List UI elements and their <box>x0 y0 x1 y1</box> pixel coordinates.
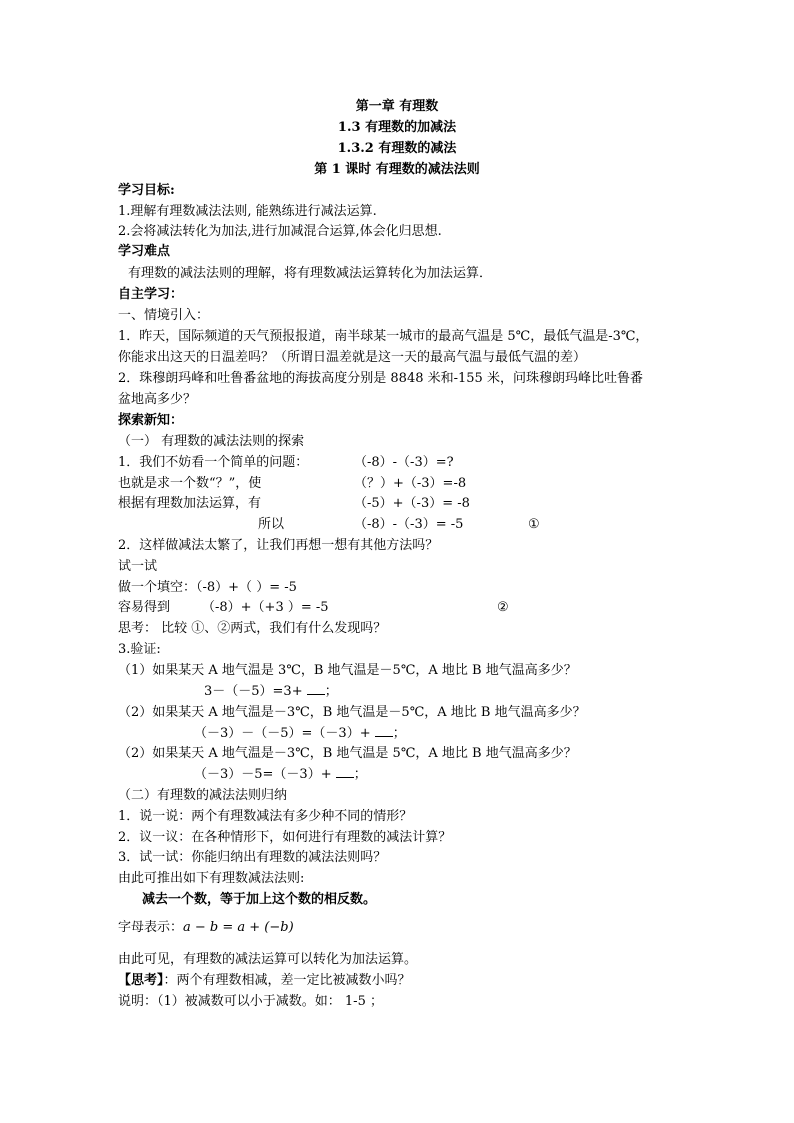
verify-q3: （2）如果某天 A 地气温是－3℃，B 地气温是 5℃，A 地比 B 地气温高多少？ <box>118 746 577 761</box>
intro-q2-line1: 2．珠穆朗玛峰和吐鲁番盆地的海拔高度分别是 8848 米和-155 米，问珠穆朗玛峰比吐鲁番 <box>118 371 643 386</box>
try-fill: 做一个填空：（-8）+（ ）= -5 <box>118 580 297 595</box>
difficulty-title: 学习难点 <box>118 244 171 259</box>
step1-expr: （-8）-（-3）=? <box>354 455 454 470</box>
note-text: 说明：（1）被减数可以小于减数。如： 1-5 ； <box>118 994 383 1009</box>
intro-q1-line1: 1．昨天，国际频道的天气预报报道，南半球某一城市的最高气温是 5℃，最低气温是-3℃， <box>118 329 649 344</box>
part2-item-2: 2．议一议：在各种情形下，如何进行有理数的减法计算？ <box>118 830 452 845</box>
try-easy-text: 容易得到 <box>118 600 171 615</box>
try-easy-expr: （-8）+（+3 ）= -5 <box>202 600 329 615</box>
lesson-title: 第 1 课时 有理数的减法法则 <box>314 162 480 177</box>
answer-blank-2[interactable] <box>375 724 393 737</box>
think-text: 思考： 比较 ①、②两式，我们有什么发现吗？ <box>118 621 387 636</box>
formula-label: 字母表示： <box>118 920 184 935</box>
step3-text: 根据有理数加法运算，有 <box>118 496 262 511</box>
part1-title: （一） 有理数的减法法则的探索 <box>118 434 305 449</box>
verify-q2: （2）如果某天 A 地气温是－3℃，B 地气温是－5℃，A 地比 B 地气温高多少？ <box>118 705 586 720</box>
try-title: 试一试 <box>118 559 158 574</box>
reflect-label: 【思考】 <box>118 973 164 988</box>
part2-title: （二）有理数的减法法则归纳 <box>118 788 288 803</box>
difficulty-text: 有理数的减法法则的理解，将有理数减法运算转化为加法运算． <box>128 266 493 281</box>
subtraction-rule: 减去一个数，等于加上这个数的相反数。 <box>142 892 377 907</box>
formula-row <box>118 918 294 937</box>
intro-q1-line2: 你能求出这天的日温差吗？（所谓日温差就是这一天的最高气温与最低气温的差） <box>118 350 587 365</box>
reflect-text: ：两个有理数相减，差一定比被减数小吗？ <box>163 973 411 988</box>
step1-text: 1．我们不妨看一个简单的问题： <box>118 455 309 470</box>
step5-text: 2．这样做减法太繁了，让我们再想一想有其他方法吗？ <box>118 538 439 553</box>
verify-a3: （－3）－5=（－3）+ ； <box>194 767 367 782</box>
step3-expr: （-5）+（-3）= -8 <box>354 496 470 511</box>
equation-mark-2: ② <box>497 600 509 615</box>
self-study-title: 自主学习： <box>118 287 184 302</box>
step4-text: 所以 <box>258 517 285 532</box>
verify-q1: （1）如果某天 A 地气温是 3℃，B 地气温是－5℃，A 地比 B 地气温高多少？ <box>118 663 577 678</box>
answer-blank-1[interactable] <box>307 682 325 695</box>
answer-blank-3[interactable] <box>336 765 354 778</box>
formula: a − b = a + (−b) <box>183 920 294 935</box>
step2-text: 也就是求一个数“？”，使 <box>118 476 262 491</box>
intro-title: 一、情境引入： <box>118 308 210 323</box>
verify-a1: 3－（－5）=3+ ； <box>204 684 338 699</box>
reflect-row <box>118 971 411 990</box>
verify-title: 3.验证: <box>118 642 161 657</box>
equation-mark-1: ① <box>528 517 540 532</box>
section-title: 1.3 有理数的加减法 <box>337 120 457 135</box>
verify-a2: （－3）－（－5）=（－3）+ ； <box>194 726 406 741</box>
part2-item-1: 1．说一说：两个有理数减法有多少种不同的情形？ <box>118 809 413 824</box>
subsection-title: 1.3.2 有理数的减法 <box>337 141 457 156</box>
goal-item-1: 1.理解有理数减法法则, 能熟练进行减法运算. <box>118 204 377 219</box>
intro-q2-line2: 盆地高多少？ <box>118 392 197 407</box>
explore-title: 探索新知： <box>118 413 184 428</box>
goals-title: 学习目标: <box>118 183 175 198</box>
step2-expr: （？）+（-3）=-8 <box>354 476 467 491</box>
goal-item-2: 2.会将减法转化为加法,进行加减混合运算,体会化归思想. <box>118 224 442 239</box>
step4-expr: （-8）-（-3）= -5 <box>354 517 464 532</box>
part2-item-3: 3．试一试：你能归纳出有理数的减法法则吗？ <box>118 850 387 865</box>
chapter-title: 第一章 有理数 <box>355 99 439 114</box>
conclusion-text: 由此可见，有理数的减法运算可以转化为加法运算。 <box>118 952 418 967</box>
part2-item-4: 由此可推出如下有理数减法法则: <box>118 871 305 886</box>
